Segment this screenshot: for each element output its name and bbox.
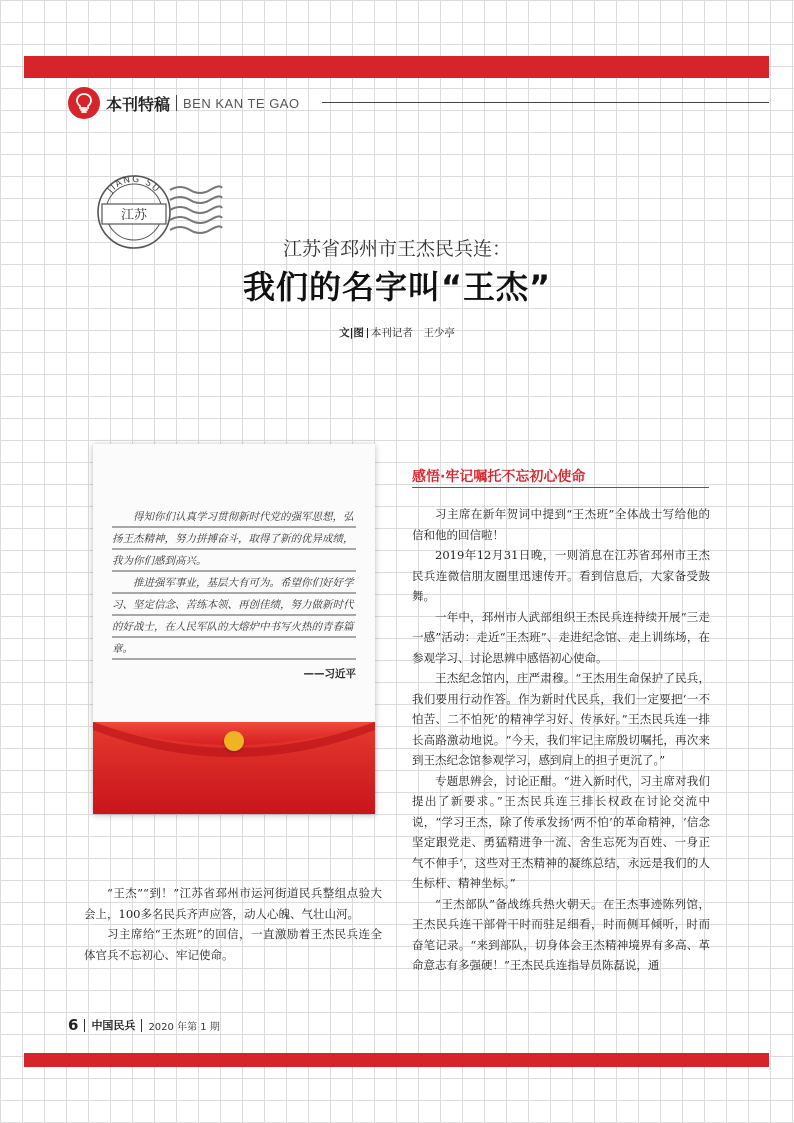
footer-divider — [141, 1019, 142, 1032]
byline-label: 文|图 — [339, 327, 364, 339]
section-header — [68, 86, 300, 120]
right-paragraph-5: 专题思辨会，讨论正酣。“进入新时代，习主席对我们提出了新要求。”王杰民兵连三排长权政在讨论交流中说，“学习王杰，除了传承发扬‘两不怕’的革命精神，‘信念坚定跟党走、勇猛精进争一流、舍生忘死为百姓、一身正气不伸手’，这些对王杰精神的凝练总结，永远是我们的人生标杆、精神坐标。” — [412, 773, 710, 890]
envelope-seal — [224, 731, 244, 751]
bottom-red-band — [24, 1053, 769, 1067]
letter-card — [93, 444, 375, 814]
lightbulb-icon — [68, 87, 100, 119]
right-column-text — [412, 504, 710, 976]
page-number: 6 — [68, 1016, 79, 1034]
issue-label: 2020 年第 1 期 — [148, 1021, 220, 1033]
magazine-name: 中国民兵 — [91, 1019, 136, 1032]
header-rule — [322, 102, 769, 103]
byline-divider — [367, 328, 368, 338]
right-paragraph-3: 一年中，邳州市人武部组织王杰民兵连持续开展“三走一感”活动：走近“王杰班”、走进纪念馆、走上训练场，在参观学习、讨论思辨中感悟初心使命。 — [412, 609, 710, 665]
right-paragraph-6: “王杰部队”备战练兵热火朝天。在王杰事迹陈列馆，王杰民兵连干部骨干时而驻足细看，时而侧耳倾听，时而奋笔记录。“来到部队，切身体会王杰精神境界有多高、革命意志有多强硬！”王杰民兵连指导员陈磊说，通 — [412, 896, 710, 972]
article-title: 我们的名字叫“王杰” — [242, 268, 552, 306]
right-column-heading: 感悟·牢记嘱托不忘初心使命 — [412, 469, 586, 485]
page-footer — [68, 1016, 220, 1034]
stamp-center-text: 江苏 — [120, 208, 148, 223]
section-divider — [176, 95, 177, 111]
footer-divider — [84, 1019, 85, 1032]
letter-signature: ——习近平 — [303, 668, 356, 680]
letter-paragraph-1: 得知你们认真学习贯彻新时代党的强军思想，弘扬王杰精神，努力拼搏奋斗，取得了新的优异成绩，我为你们感到高兴。 — [112, 506, 356, 572]
right-paragraph-1: 习主席在新年贺词中提到“王杰班”全体战士写给他的信和他的回信啦！ — [412, 507, 710, 542]
svg-text:JIANG SU — [105, 175, 161, 196]
letter-body — [112, 506, 356, 681]
top-red-band — [24, 56, 769, 78]
byline-author: 本刊记者 王少亭 — [370, 327, 455, 339]
right-paragraph-4: 王杰纪念馆内，庄严肃穆。“王杰用生命保护了民兵，我们要用行动作答。作为新时代民兵，我们一定要把‘一不怕苦、二不怕死’的精神学习好、传承好。”王杰民兵连一排长高路激动地说。“今天，我们牢记主席殷切嘱托，再次来到王杰纪念馆参观学习，感到肩上的担子更沉了。” — [412, 671, 710, 767]
red-envelope-icon — [93, 722, 375, 814]
byline — [0, 325, 794, 340]
section-title-en: BEN KAN TE GAO — [183, 95, 300, 111]
letter-paragraph-2: 推进强军事业，基层大有可为。希望你们好好学习、坚定信念、苦练本领、再创佳绩，努力做新时代的好战士，在人民军队的大熔炉中书写火热的青春篇章。 — [112, 572, 356, 660]
section-title: 本刊特稿 — [106, 94, 171, 114]
stamp-top-text: JIANG SU — [106, 174, 162, 196]
left-paragraph-1: “王杰”“到！”江苏省邳州市运河街道民兵整组点验大会上，100多名民兵齐声应答，动人心魄、气壮山河。 — [84, 886, 382, 921]
left-column-text — [84, 883, 382, 965]
article-subtitle: 江苏省邳州市王杰民兵连： — [282, 238, 511, 260]
right-paragraph-2: 2019年12月31日晚，一则消息在江苏省邳州市王杰民兵连微信朋友圈里迅速传开。看到信息后，大家备受鼓舞。 — [412, 548, 710, 603]
left-paragraph-2: 习主席给“王杰班”的回信，一直激励着王杰民兵连全体官兵不忘初心、牢记使命。 — [84, 927, 382, 962]
heading-rule — [412, 487, 709, 488]
